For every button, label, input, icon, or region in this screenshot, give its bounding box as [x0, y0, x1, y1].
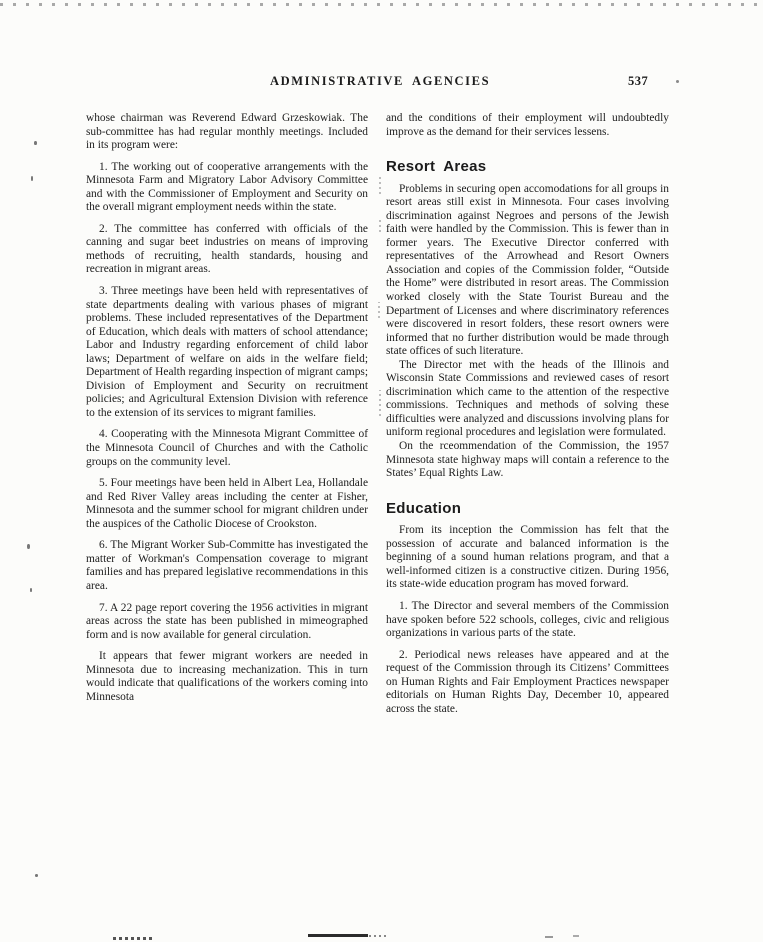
- resort-areas-paragraph-3: On the rceommendation of the Commission, the 1957 Minnesota state highway maps will contain a reference to the States’ Equal Rights Law.: [386, 440, 669, 480]
- numbered-item-7: 7. A 22 page report covering the 1956 activities in migrant areas across the state has been published in mimeographed form and is now available for general circulation.: [86, 601, 368, 641]
- scan-speck: [27, 544, 30, 549]
- numbered-item-3: 3. Three meetings have been held with representatives of state departments dealing with various phases of migrant problems. These included representatives of the Department of Education, which deals with matters of school attendance; Labor and Industry regarding enforcement of child labor laws; Department of welfare on aids in the welfare field; Department of Health regarding inspection of migrant camps; Division of Employment and Security on recruitment policies; and Agricultural Extension Division with reference to the extension of its services to migrant families.: [86, 285, 368, 419]
- resort-areas-paragraph-1: Problems in securing open accomodations for all groups in resort areas still exist in Minnesota. Four cases involving discrimination against Negroes and persons of the Jewish faith were handled by the Commission. This is fewer than in former years. The Executive Director conferred with representatives of the Arrowhead and Resort Owners Association and copies of the Commission folder, “Outside the Home” were distributed in resort areas. The Commission worked closely with the State Tourist Bureau and the Department of Licenses and where discriminatory references were discovered in resort folders, these resort owners were informed that no further distribution would be made through state offices of such literature.: [386, 182, 669, 358]
- scan-bottom-dashes: [113, 937, 153, 940]
- page-number: 537: [628, 74, 649, 88]
- scan-speck: [676, 80, 679, 83]
- right-text-column: [386, 112, 669, 716]
- scan-speck: [31, 176, 33, 181]
- running-header-title: ADMINISTRATIVE AGENCIES: [270, 74, 491, 88]
- numbered-item-2: 2. The committee has conferred with officials of the canning and sugar beet industries on means of improving methods of recruiting, health standards, housing and recreation in migrant areas.: [86, 222, 368, 276]
- scan-speck: [30, 588, 32, 592]
- education-paragraph: From its inception the Commission has felt that the possession of accurate and balanced information is the beginning of a sound human relations program, and that a well-informed citizen is a constructive citizen. During 1956, its state-wide education program has moved forward.: [386, 524, 669, 591]
- education-item-2: 2. Periodical news releases have appeared and at the request of the Commission through its Citizens’ Committees on Human Rights and Fair Employment Practices newspaper editorials on Human Rights Day, December 10, appeared across the state.: [386, 648, 669, 715]
- scan-speck: [35, 874, 38, 877]
- scan-bottom-tick: [573, 935, 579, 937]
- numbered-item-1: 1. The working out of cooperative arrangements with the Minnesota Farm and Migratory Labor Advisory Committee and with the Commissioner of Employment and Security on the overall migrant employment needs within the state.: [86, 160, 368, 214]
- left-text-column: [86, 112, 368, 704]
- continuation-paragraph: and the conditions of their employment will undoubtedly improve as the demand for their services lessens.: [386, 112, 669, 138]
- scan-gutter-mark: [379, 390, 381, 416]
- section-heading-education: Education: [386, 499, 462, 517]
- scan-bottom-bar: [308, 934, 368, 937]
- numbered-item-4: 4. Cooperating with the Minnesota Migrant Committee of the Minnesota Council of Churches and with the Catholic groups on the community level.: [86, 428, 368, 468]
- scan-bottom-tick: [545, 936, 553, 938]
- intro-paragraph: whose chairman was Reverend Edward Grzeskowiak. The sub-committee has had regular monthly meetings. Included in its program were:: [86, 112, 368, 152]
- scan-gutter-mark: [379, 176, 381, 194]
- scan-speck: [34, 141, 37, 145]
- section-heading-resort-areas: Resort Areas: [386, 158, 487, 176]
- scan-gutter-mark: [379, 218, 381, 232]
- education-item-1: 1. The Director and several members of the Commission have spoken before 522 schools, colleges, civic and religious organizations in various parts of the state.: [386, 599, 669, 640]
- scan-edge-dotted-line: [0, 3, 763, 6]
- numbered-item-5: 5. Four meetings have been held in Albert Lea, Hollandale and Red River Valley areas including the center at Fisher, Minnesota and the summer school for migrant children under the auspices of the Catholic Diocese of Crookston.: [86, 477, 368, 530]
- numbered-item-6: 6. The Migrant Worker Sub-Committe has investigated the matter of Workman's Compensation coverage to migrant families and has prepared legislative recommendations in this area.: [86, 539, 368, 592]
- scan-bottom-tail: [369, 935, 387, 937]
- closing-paragraph: It appears that fewer migrant workers are needed in Minnesota due to increasing mechanization. This in turn would indicate that qualifications of the workers coming into Minnesota: [86, 650, 368, 703]
- resort-areas-paragraph-2: The Director met with the heads of the Illinois and Wisconsin State Commissions and reviewed cases of resort discrimination which came to the attention of the respective commissions. Techniques and methods of solving these difficulties were analyzed and discussions involving plans for uniform regional procedures and legislation were formulated.: [386, 358, 669, 439]
- scan-gutter-mark: [378, 302, 380, 318]
